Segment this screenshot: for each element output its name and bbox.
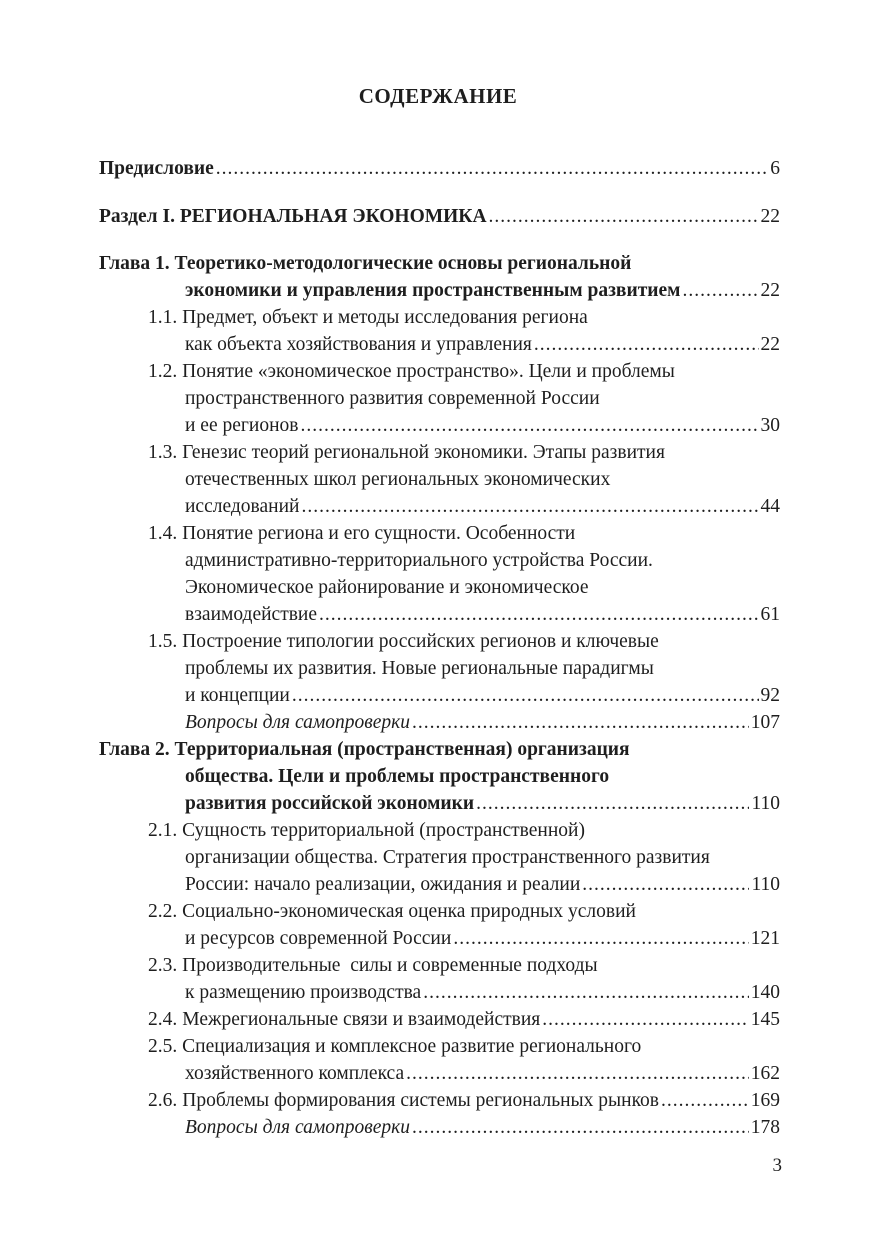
dot-leader [300,412,758,439]
toc-page-number: 121 [750,928,780,949]
toc-item-number: 2.4. [148,1009,178,1030]
toc-item-2-5-cont[interactable] [185,1060,780,1087]
toc-questions-chapter-2[interactable] [185,1114,780,1141]
toc-page-number: 44 [760,496,780,517]
toc-item-2-1-cont[interactable] [185,871,780,898]
dot-leader [301,493,758,520]
toc-item-2-6[interactable] [148,1087,780,1114]
toc-item-1-1[interactable] [148,304,588,331]
toc-item-1-2-cont[interactable]: пространственного развития современной России [185,388,600,409]
toc-entry-preface[interactable] [99,155,780,182]
toc-item-1-2-cont[interactable] [185,412,780,439]
toc-entry-text: Раздел I. РЕГИОНАЛЬНАЯ ЭКОНОМИКА [99,206,487,227]
toc-page-number: 61 [760,604,780,625]
toc-item-number: 1.3. [148,442,178,463]
toc-item-number: 2.6. [148,1090,178,1111]
toc-entry-text: Предисловие [99,158,214,179]
toc-item-number: 1.4. [148,523,178,544]
dot-leader [489,203,759,230]
toc-chapter-2-line-1[interactable]: Глава 2. Территориальная (пространственная) организация [99,739,630,760]
toc-item-number: 2.3. [148,955,178,976]
toc-item-text: хозяйственного комплекса [185,1063,405,1084]
toc-item-1-1-cont[interactable] [185,331,780,358]
dot-leader [406,1060,749,1087]
toc-item-1-5-cont[interactable]: проблемы их развития. Новые региональные парадигмы [185,658,654,679]
toc-page-number: 22 [760,206,780,227]
toc-page-number: 22 [760,334,780,355]
dot-leader [319,601,758,628]
dot-leader [534,331,759,358]
toc-item-1-2[interactable] [148,358,675,385]
toc-item-1-4-cont[interactable] [185,601,780,628]
toc-item-text: Понятие региона и его сущности. Особенности [182,523,576,544]
toc-page-number: 178 [750,1117,780,1138]
dot-leader [216,155,768,182]
dot-leader [582,871,749,898]
toc-entry-section-1[interactable] [99,203,780,230]
toc-item-text: Производительные силы и современные подходы [182,955,598,976]
toc-item-text: Генезис теорий региональной экономики. Этапы развития [182,442,665,463]
toc-item-1-3[interactable] [148,439,665,466]
toc-item-text: Сущность территориальной (пространственной) [182,820,585,841]
toc-item-2-1-cont[interactable]: организации общества. Стратегия пространственного развития [185,847,710,868]
toc-page-number: 110 [751,874,780,895]
toc-item-text: Понятие «экономическое пространство». Цели и проблемы [182,361,675,382]
toc-entry-text: экономики и управления пространственным развитием [185,280,681,301]
toc-entry-text: развития российской экономики [185,793,475,814]
toc-item-text: исследований [185,496,300,517]
dot-leader [542,1006,749,1033]
toc-chapter-2-line-2[interactable]: общества. Цели и проблемы пространственного [185,766,610,787]
toc-item-1-3-cont[interactable]: отечественных школ региональных экономических [185,469,611,490]
dot-leader [453,925,748,952]
toc-item-text: Специализация и комплексное развитие регионального [182,1036,642,1057]
toc-chapter-1-line-1[interactable]: Глава 1. Теоретико-методологические основы региональной [99,253,632,274]
toc-item-1-5[interactable] [148,628,659,655]
dot-leader [476,790,749,817]
toc-page-number: 162 [750,1063,780,1084]
toc-page-number: 169 [750,1090,780,1111]
dot-leader [412,1114,749,1141]
dot-leader [423,979,749,1006]
toc-page-number: 30 [760,415,780,436]
dot-leader [661,1087,749,1114]
toc-item-number: 1.2. [148,361,178,382]
toc-item-number: 2.2. [148,901,178,922]
toc-item-text: к размещению производства [185,982,422,1003]
toc-questions-chapter-1[interactable] [185,709,780,736]
toc-item-1-4-cont[interactable]: административно-территориального устройства России. [185,550,653,571]
toc-item-2-3-cont[interactable] [185,979,780,1006]
dot-leader [412,709,749,736]
toc-page-number: 92 [760,685,780,706]
toc-item-number: 2.5. [148,1036,178,1057]
toc-item-text: и ее регионов [185,415,299,436]
toc-item-2-1[interactable] [148,817,585,844]
toc-page-number: 107 [750,712,780,733]
toc-item-text: Вопросы для самопроверки [185,1117,411,1138]
toc-item-number: 1.1. [148,307,178,328]
toc-item-1-3-cont[interactable] [185,493,780,520]
toc-item-text: Предмет, объект и методы исследования региона [182,307,588,328]
toc-item-text: Построение типологии российских регионов и ключевые [182,631,659,652]
toc-item-text: взаимодействие [185,604,318,625]
toc-chapter-2-line-3[interactable] [185,790,780,817]
toc-item-text: как объекта хозяйствования и управления [185,334,532,355]
toc-item-number: 1.5. [148,631,178,652]
toc-chapter-1-line-2[interactable] [185,277,780,304]
page-title: СОДЕРЖАНИЕ [358,84,518,108]
dot-leader [682,277,758,304]
toc-item-1-4[interactable] [148,520,575,547]
toc-page-number: 145 [750,1009,780,1030]
toc-page-number: 22 [760,280,780,301]
toc-page-number: 110 [751,793,780,814]
toc-item-2-5[interactable] [148,1033,641,1060]
toc-item-text: и ресурсов современной России [185,928,452,949]
toc-page-number: 6 [770,158,780,179]
toc-item-text: и концепции [185,685,290,706]
toc-item-text: Социально-экономическая оценка природных условий [182,901,636,922]
toc-item-text: России: начало реализации, ожидания и реалии [185,874,581,895]
toc-page-number: 140 [750,982,780,1003]
toc-item-text: Межрегиональные связи и взаимодействия [182,1009,541,1030]
toc-item-1-5-cont[interactable] [185,682,780,709]
toc-item-text: Проблемы формирования системы региональных рынков [182,1090,660,1111]
page-number: 3 [772,1155,782,1176]
toc-item-1-4-cont[interactable]: Экономическое районирование и экономическое [185,577,589,598]
dot-leader [292,682,759,709]
toc-item-number: 2.1. [148,820,178,841]
toc-item-2-2-cont[interactable] [185,925,780,952]
toc-item-2-3[interactable] [148,952,598,979]
toc-item-2-2[interactable] [148,898,636,925]
toc-item-2-4[interactable] [148,1006,780,1033]
toc-item-text: Вопросы для самопроверки [185,712,411,733]
